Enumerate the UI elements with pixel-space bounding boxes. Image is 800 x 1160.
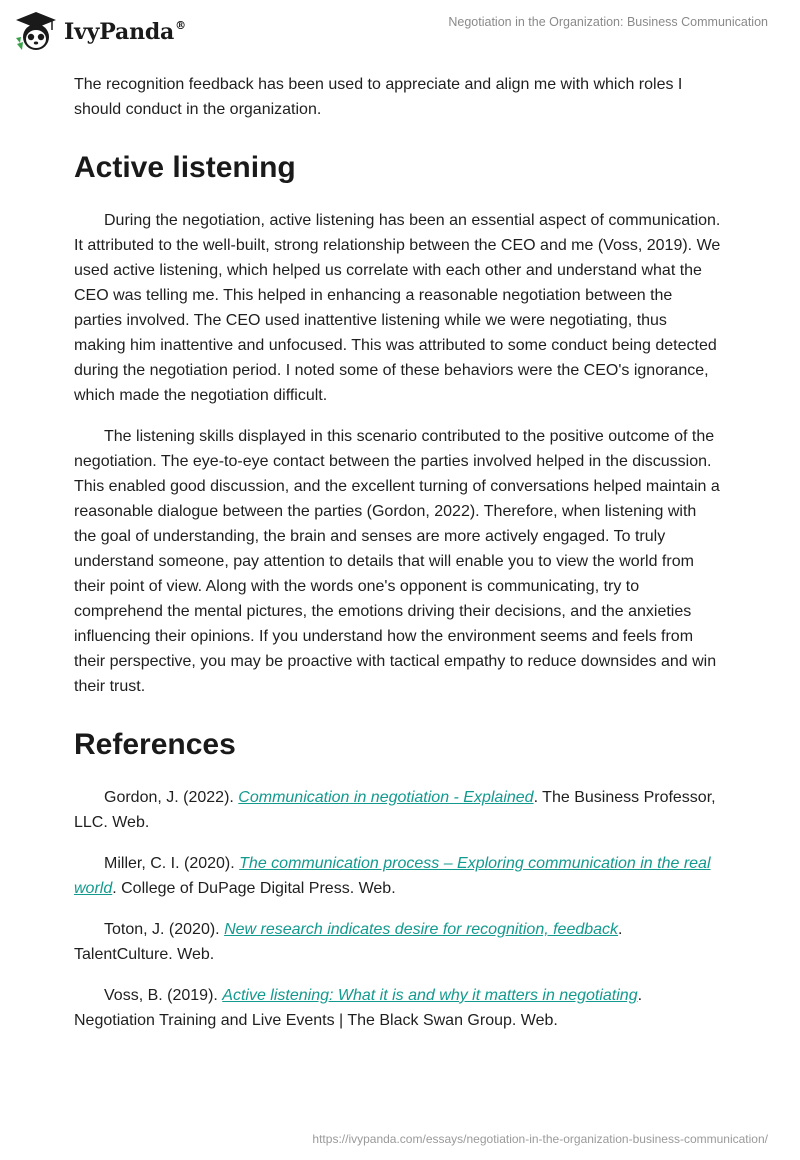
section-heading-active-listening: Active listening [74, 151, 296, 184]
panda-graduate-icon [14, 10, 58, 54]
page-header [0, 0, 800, 70]
body-paragraph: The listening skills displayed in this scenario contributed to the positive outcome of the negotiation. The eye-to-eye contact between the parties involved helped in the discussion. This enabled good discussion, and the excellent turning of conversations helped maintain a reasonable dialogue between the parties (Gordon, 2022). Therefore, when listening with the goal of understanding, the brain and senses are more actively engaged. To truly understand someone, pay attention to details that will enable you to view the world from their point of view. Along with the words one's opponent is communicating, try to comprehend the mental pictures, the emotions driving their decisions, and the anxieties influencing their opinions. If you understand how the environment seems and feels from their perspective, you may be proactive with tactical empathy to reduce downsides and win their trust. [74, 428, 720, 695]
reference-link[interactable]: New research indicates desire for recognition, feedback [224, 921, 619, 938]
brand-name: IvyPanda® [64, 19, 186, 45]
ivypanda-logo[interactable] [14, 10, 186, 54]
document-title: Negotiation in the Organization: Business Communication [448, 15, 768, 29]
section-heading-references: References [74, 728, 236, 761]
reference-link[interactable]: Active listening: What it is and why it matters in negotiating [222, 987, 638, 1004]
reference-link[interactable]: The communication process – Exploring communication in the real world [74, 855, 711, 897]
reference-item: Voss, B. (2019). Active listening: What it is and why it matters in negotiating. Negotiation Training and Live Events | The Black Swan Group. Web. [74, 987, 643, 1029]
reference-link[interactable]: Communication in negotiation - Explained [238, 789, 534, 806]
footer-source-url[interactable]: https://ivypanda.com/essays/negotiation-in-the-organization-business-communication/ [312, 1132, 768, 1146]
body-paragraph: During the negotiation, active listening has been an essential aspect of communication. It attributed to the well-built, strong relationship between the CEO and me (Voss, 2019). We used active listening, which helped us correlate with each other and understand what the CEO was telling me. This helped in enhancing a reasonable negotiation between the parties involved. The CEO used inattentive listening while we were negotiating, thus making him inattentive and unfocused. This was attributed to some conduct being detected during the negotiation period. I noted some of these behaviors were the CEO's ignorance, which made the negotiation difficult. [74, 212, 721, 404]
intro-paragraph: The recognition feedback has been used to appreciate and align me with which roles I should conduct in the organization. [74, 76, 683, 118]
reference-item: Toton, J. (2020). New research indicates desire for recognition, feedback. TalentCulture. Web. [74, 921, 623, 963]
reference-item: Gordon, J. (2022). Communication in negotiation - Explained. The Business Professor, LLC. Web. [74, 789, 716, 831]
reference-item: Miller, C. I. (2020). The communication process – Exploring communication in the real world. College of DuPage Digital Press. Web. [74, 855, 711, 897]
essay-content [74, 72, 722, 1049]
